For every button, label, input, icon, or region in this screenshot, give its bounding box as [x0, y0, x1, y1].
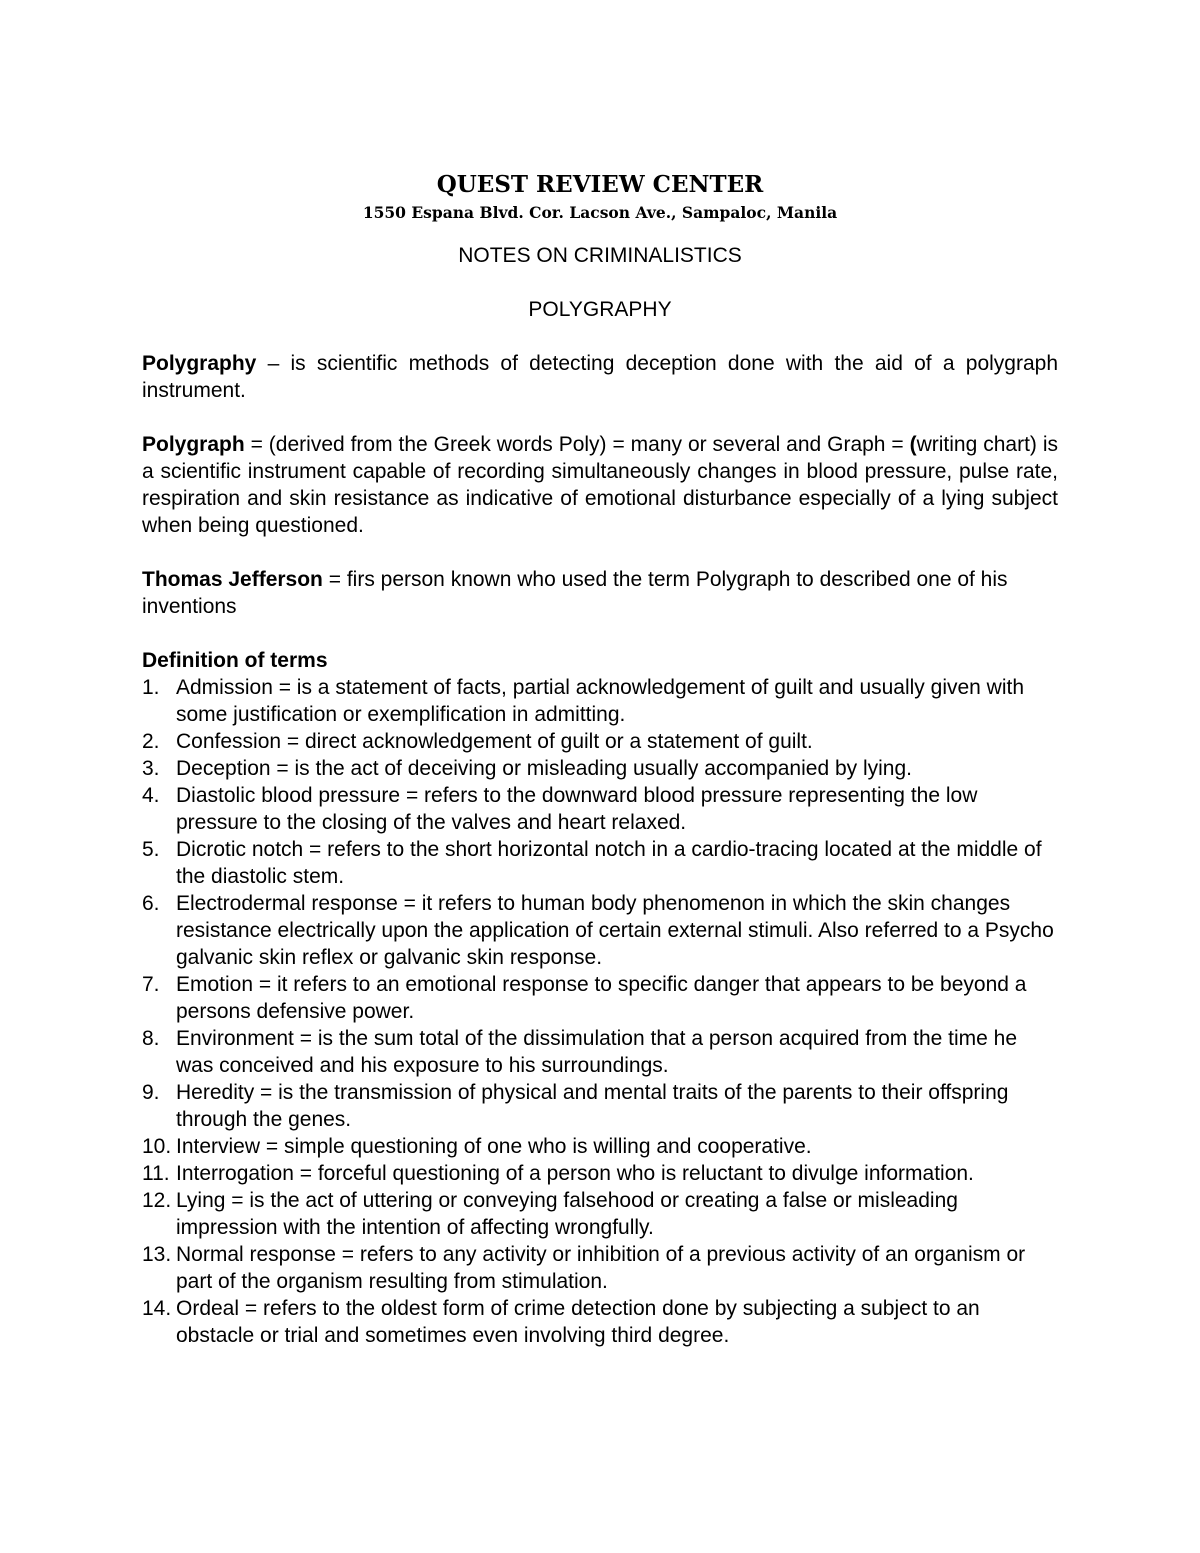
list-item-number: 8.	[142, 1027, 160, 1050]
document-title: NOTES ON CRIMINALISTICS	[458, 244, 742, 267]
organization-address: 1550 Espana Blvd. Cor. Lacson Ave., Sampaloc, Manila	[362, 203, 838, 222]
list-item-number: 6.	[142, 892, 160, 915]
polygraph-definition-part-2: writing chart) is a scientific instrument capable of recording simultaneously changes in blood pressure, pulse rate, respiration and skin resistance as indicative of emotional disturbance especially of a lying subject when being questioned.	[142, 433, 1058, 537]
list-item	[142, 782, 1058, 836]
polygraphy-paragraph	[142, 350, 1058, 404]
list-item-number: 12.	[142, 1189, 172, 1212]
list-item	[142, 1079, 1058, 1133]
list-item	[142, 1025, 1058, 1079]
polygraph-bold-paren: (	[909, 433, 917, 456]
list-item-number: 7.	[142, 973, 160, 996]
jefferson-paragraph	[142, 566, 1058, 620]
polygraphy-definition: – is scientific methods of detecting deception done with the aid of a polygraph instrument.	[142, 352, 1058, 402]
polygraph-term: Polygraph	[142, 433, 245, 456]
list-item	[142, 890, 1058, 971]
list-item-text: Environment = is the sum total of the dissimulation that a person acquired from the time he was conceived and his exposure to his surroundings.	[176, 1027, 1018, 1077]
list-item-number: 9.	[142, 1081, 160, 1104]
list-item-text: Interview = simple questioning of one who is willing and cooperative.	[176, 1135, 812, 1158]
list-item-text: Normal response = refers to any activity or inhibition of a previous activity of an organism or part of the organism resulting from stimulation.	[176, 1243, 1026, 1293]
list-item-number: 10.	[142, 1135, 172, 1158]
list-item-text: Dicrotic notch = refers to the short horizontal notch in a cardio-tracing located at the middle of the diastolic stem.	[176, 838, 1042, 888]
list-item-number: 3.	[142, 757, 160, 780]
list-item	[142, 1133, 1058, 1160]
list-item-number: 13.	[142, 1243, 172, 1266]
list-item-text: Interrogation = forceful questioning of a person who is reluctant to divulge information.	[176, 1162, 974, 1185]
list-item	[142, 728, 1058, 755]
list-item	[142, 674, 1058, 728]
list-item-number: 5.	[142, 838, 160, 861]
list-item-number: 14.	[142, 1297, 172, 1320]
list-item-text: Electrodermal response = it refers to human body phenomenon in which the skin changes resistance electrically upon the application of certain external stimuli. Also referred to a Psycho galvanic skin reflex or galvanic skin response.	[176, 892, 1054, 969]
list-item	[142, 755, 1058, 782]
list-item	[142, 1241, 1058, 1295]
list-item	[142, 1295, 1058, 1349]
list-item-number: 11.	[142, 1162, 170, 1185]
list-item-text: Heredity = is the transmission of physical and mental traits of the parents to their offspring through the genes.	[176, 1081, 1009, 1131]
jefferson-term: Thomas Jefferson	[142, 568, 323, 591]
list-item	[142, 1187, 1058, 1241]
section-title: POLYGRAPHY	[528, 298, 672, 321]
list-item-text: Diastolic blood pressure = refers to the downward blood pressure representing the low pressure to the closing of the valves and heart relaxed.	[176, 784, 978, 834]
list-item-text: Confession = direct acknowledgement of guilt or a statement of guilt.	[176, 730, 813, 753]
list-item-text: Emotion = it refers to an emotional response to specific danger that appears to be beyond a persons defensive power.	[176, 973, 1027, 1023]
polygraph-definition-part-1: = (derived from the Greek words Poly) = many or several and Graph =	[244, 433, 910, 456]
list-item	[142, 1160, 1058, 1187]
list-item	[142, 971, 1058, 1025]
list-item-number: 2.	[142, 730, 160, 753]
organization-name: QUEST REVIEW CENTER	[436, 171, 764, 198]
document-page	[142, 168, 1058, 1349]
definitions-heading: Definition of terms	[142, 649, 328, 672]
list-item	[142, 836, 1058, 890]
definitions-list	[142, 674, 1058, 1349]
list-item-text: Deception = is the act of deceiving or misleading usually accompanied by lying.	[176, 757, 912, 780]
list-item-number: 4.	[142, 784, 160, 807]
jefferson-definition: = firs person known who used the term Polygraph to described one of his inventions	[142, 568, 1008, 618]
polygraph-paragraph	[142, 431, 1058, 539]
list-item-text: Admission = is a statement of facts, partial acknowledgement of guilt and usually given with some justification or exemplification in admitting.	[176, 676, 1025, 726]
list-item-number: 1.	[142, 676, 160, 699]
polygraphy-term: Polygraphy	[142, 352, 257, 375]
list-item-text: Ordeal = refers to the oldest form of crime detection done by subjecting a subject to an obstacle or trial and sometimes even involving third degree.	[176, 1297, 980, 1347]
list-item-text: Lying = is the act of uttering or conveying falsehood or creating a false or misleading impression with the intention of affecting wrongfully.	[176, 1189, 958, 1239]
